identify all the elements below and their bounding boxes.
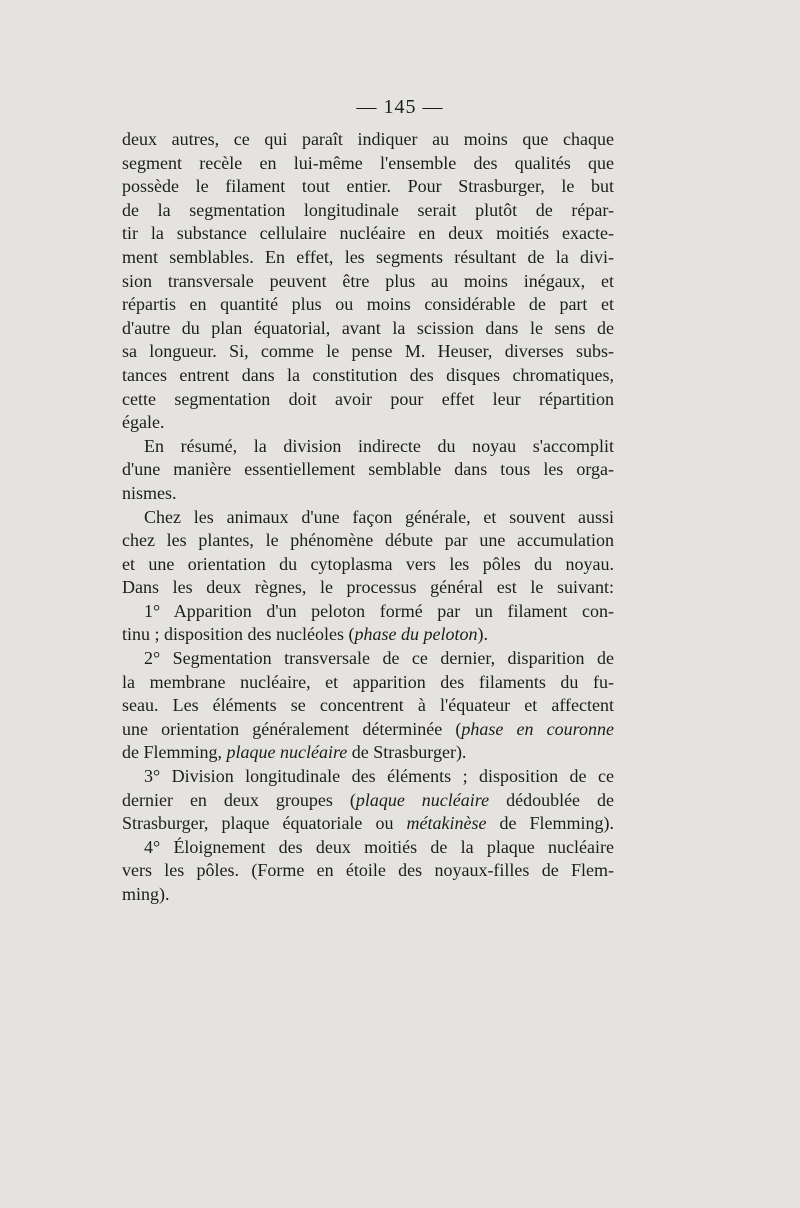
text-line: 4° Éloignement des deux moitiés de la plaque nucléaire [144, 836, 614, 857]
text-line: répartis en quantité plus ou moins considérable de part et [122, 294, 614, 315]
italic-term: plaque nucléaire [355, 789, 490, 810]
text-line: dernier en deux groupes (plaque nucléaire dédoublée de [122, 789, 615, 810]
text-line: d'autre du plan équatorial, avant la scission dans le sens de [122, 317, 614, 338]
text-line: d'une manière essentiellement semblable dans tous les orga- [122, 459, 614, 480]
text-line: la membrane nucléaire, et apparition des filaments du fu- [122, 671, 614, 692]
text-line: une orientation généralement déterminée (phase en couronne [122, 718, 614, 739]
text-line: tinu ; disposition des nucléoles (phase du peloton). [122, 624, 488, 645]
text-line: et une orientation du cytoplasma vers les pôles du noyau. [122, 553, 614, 574]
italic-term: métakinèse [406, 813, 487, 834]
text-line: segment recèle en lui-même l'ensemble des qualités que [122, 152, 614, 173]
italic-term: phase du peloton [354, 624, 478, 645]
text-line: 3° Division longitudinale des éléments ; disposition de ce [144, 766, 614, 787]
text-line: Dans les deux règnes, le processus général est le suivant: [122, 577, 614, 598]
text-line: Chez les animaux d'une façon générale, et souvent aussi [144, 506, 614, 527]
text-line: sion transversale peuvent être plus au moins inégaux, et [122, 270, 614, 291]
text-line: 1° Apparition d'un peloton formé par un filament con- [144, 600, 614, 621]
italic-term: phase en couronne [461, 718, 614, 739]
text-line: cette segmentation doit avoir pour effet leur répartition [122, 388, 614, 409]
text-line: de Flemming, plaque nucléaire de Strasburger). [122, 742, 467, 763]
text-line: de la segmentation longitudinale serait plutôt de répar- [122, 199, 614, 220]
page-number: — 145 — [356, 96, 444, 118]
text-line: ming). [122, 884, 170, 904]
body-text [122, 128, 614, 907]
text-line: tir la substance cellulaire nucléaire en deux moitiés exacte- [122, 223, 614, 244]
text-line: nismes. [122, 482, 177, 503]
text-line: seau. Les éléments se concentrent à l'équateur et affectent [122, 695, 614, 716]
italic-term: plaque nucléaire [226, 742, 348, 763]
text-line: En résumé, la division indirecte du noyau s'accomplit [144, 435, 614, 456]
text-line: possède le filament tout entier. Pour Strasburger, le but [122, 176, 614, 197]
text-line: Strasburger, plaque équatoriale ou métakinèse de Flemming). [122, 813, 614, 834]
text-line: tances entrent dans la constitution des disques chromatiques, [122, 364, 614, 385]
text-line: chez les plantes, le phénomène débute par une accumulation [122, 530, 614, 551]
text-line: égale. [122, 412, 165, 433]
text-line: deux autres, ce qui paraît indiquer au moins que chaque [122, 129, 614, 149]
text-line: ment semblables. En effet, les segments résultant de la divi- [122, 246, 614, 267]
text-line: sa longueur. Si, comme le pense M. Heuser, diverses subs- [122, 341, 614, 362]
text-line: 2° Segmentation transversale de ce dernier, disparition de [144, 648, 614, 669]
text-line: vers les pôles. (Forme en étoile des noyaux-filles de Flem- [122, 860, 614, 881]
